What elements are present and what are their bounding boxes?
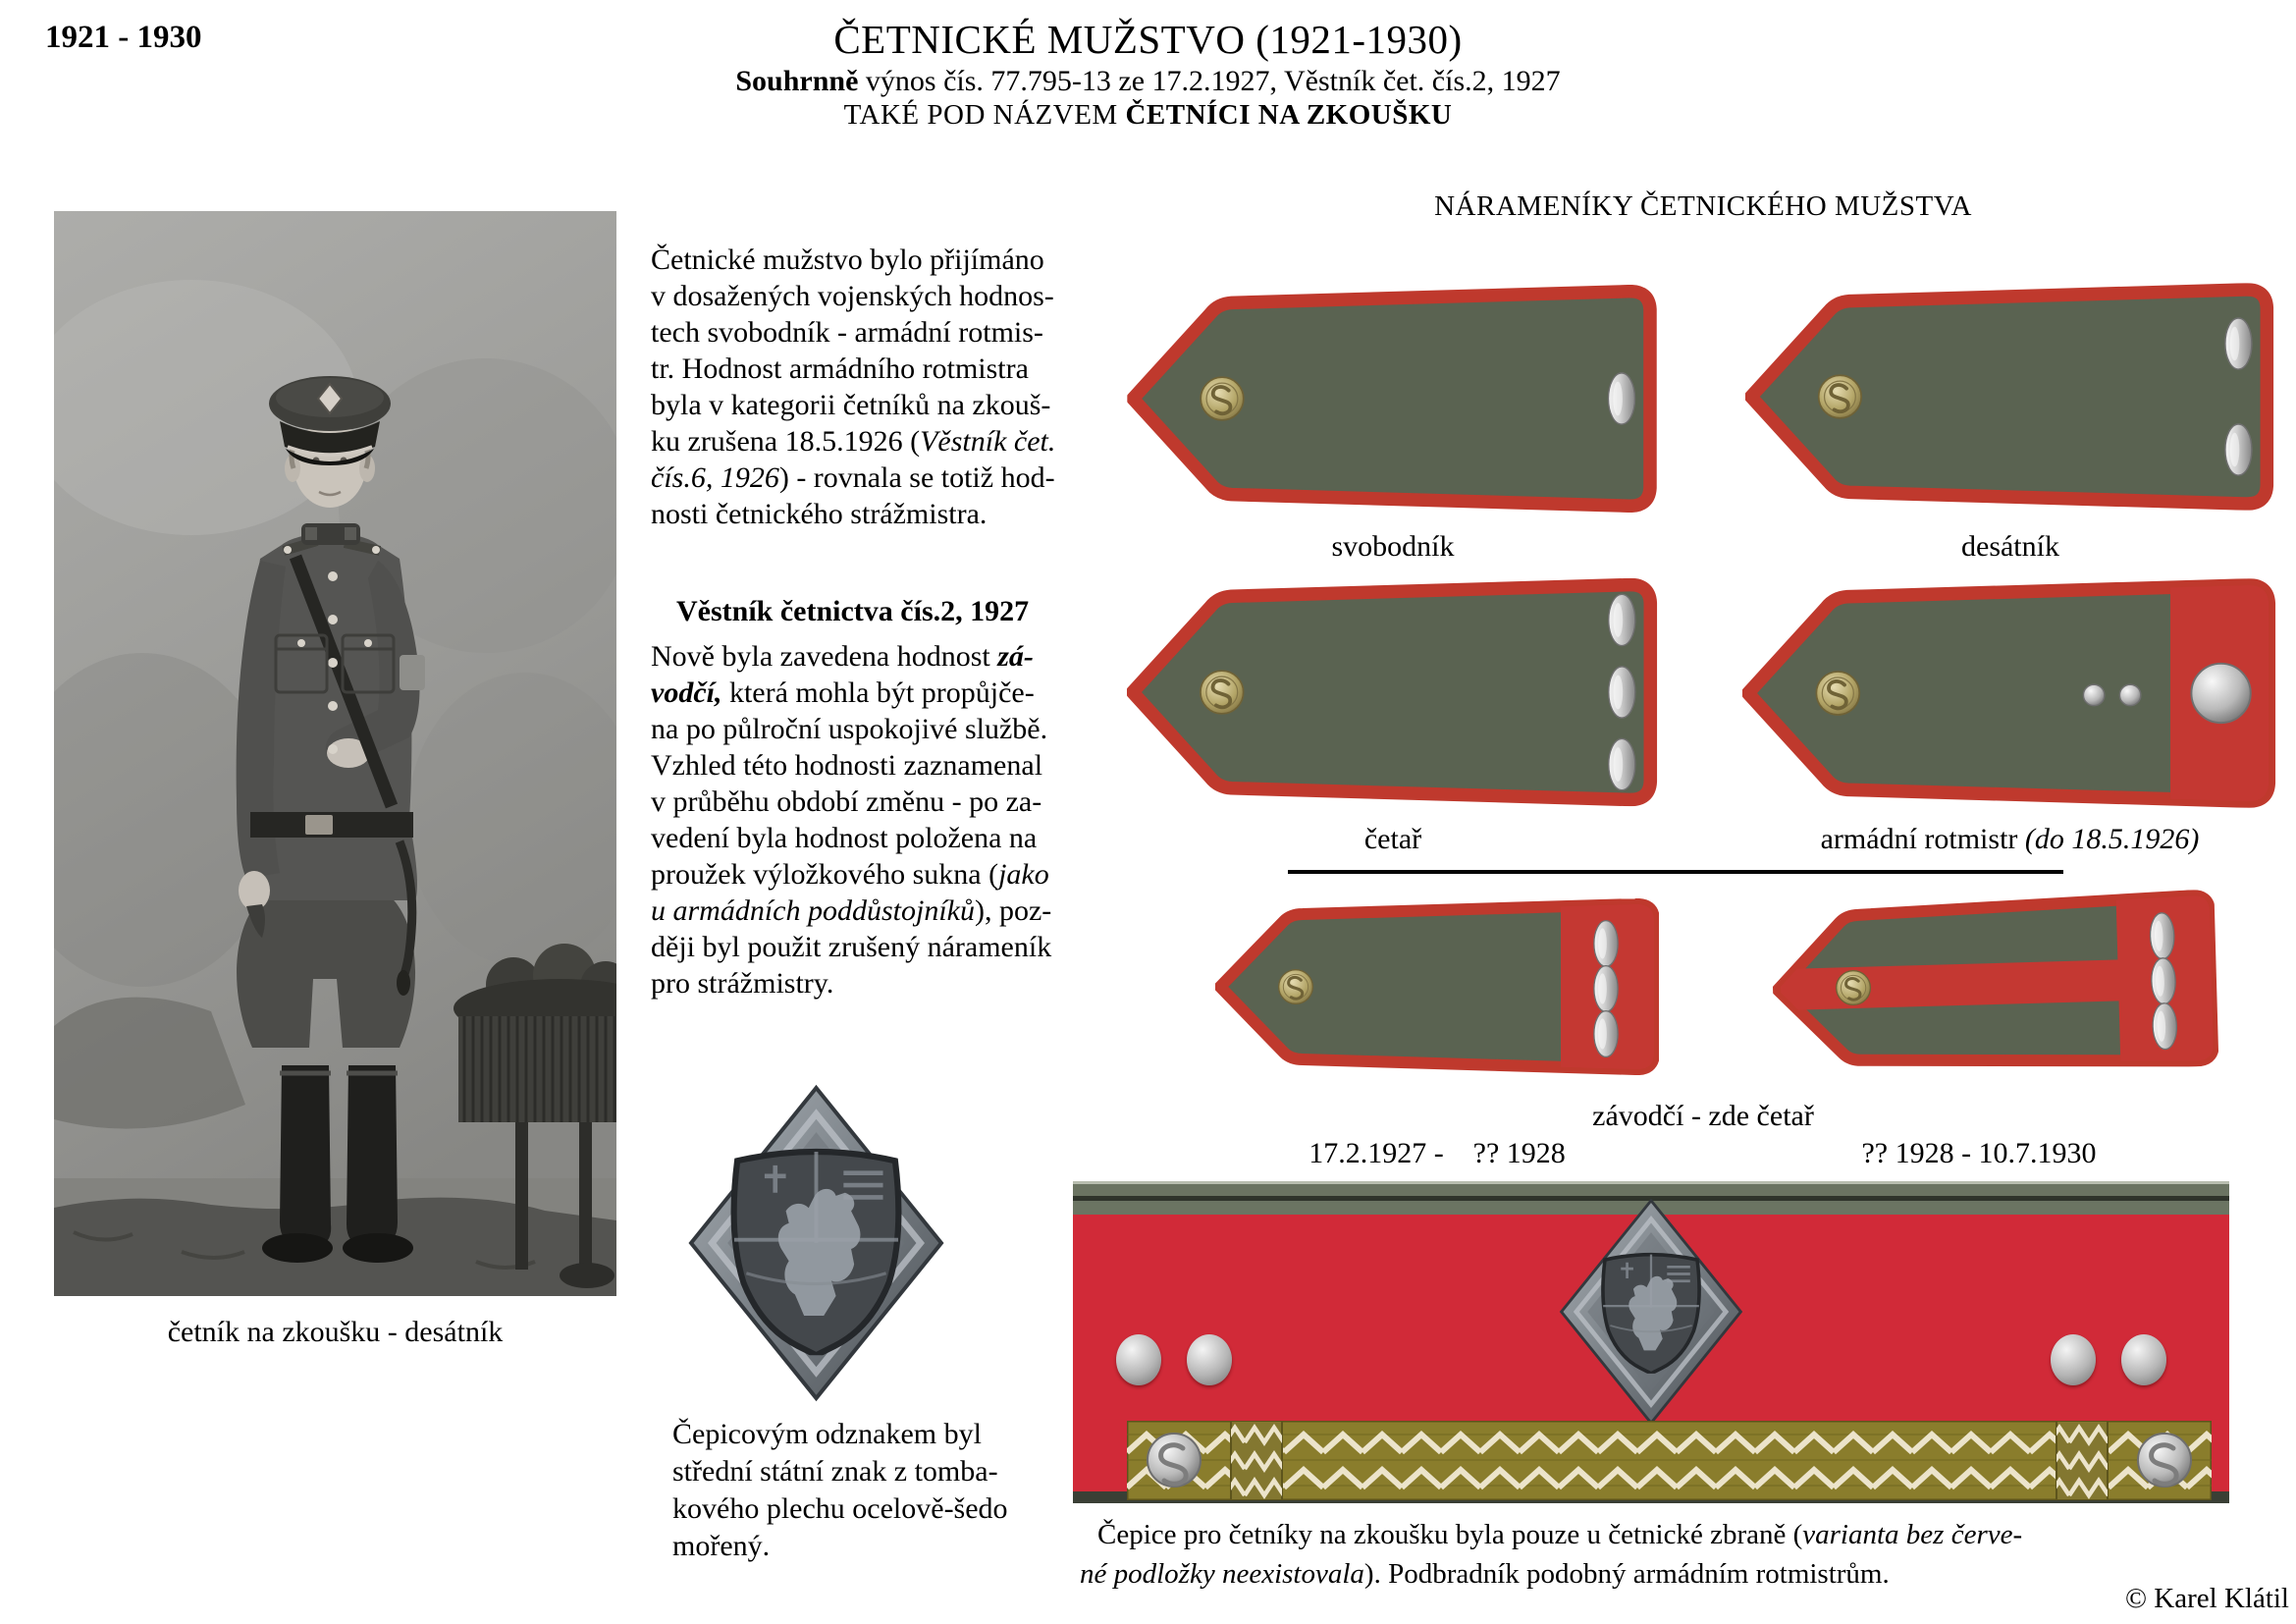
epaulette-svobodnik <box>1127 285 1659 513</box>
cap-band-image <box>1073 1181 2229 1503</box>
label-armadni-rotmistr: armádní rotmistr (do 18.5.1926) <box>1820 823 2200 855</box>
epaulette-armadni-rotmistr <box>1742 577 2277 809</box>
cap-button-right-1 <box>2051 1334 2096 1385</box>
cap-emblem-diamond <box>1548 1195 1754 1429</box>
copyright-credit: © Karel Klátil <box>2125 1583 2289 1614</box>
page-title: ČETNICKÉ MUŽSTVO (1921-1930) <box>833 17 1463 62</box>
epaulette-zavodci-1927 <box>1215 898 1659 1075</box>
cap-button-left-2 <box>1187 1334 1232 1385</box>
article-heading-2: Věstník četnictva čís.2, 1927 <box>676 595 1030 627</box>
article-paragraph-2: Nově byla zavedena hodnost zá- vodčí, která mohla být propůjče- na po půlroční uspokojivé službě. Vzhled této hodnosti zaznamenal v průběhu období změnu - po za- vedení byla hodnost položena na proužek výložkového sukna (jako u armádních poddůstojníků), poz- ději byl použit zrušený nárameník pro strážmistry. <box>651 640 1052 1000</box>
alt-name-prefix: TAKÉ POD NÁZVEM <box>843 99 1126 131</box>
portrait-photo <box>54 211 616 1296</box>
epaulette-section-title: NÁRAMENÍKY ČETNICKÉHO MUŽSTVA <box>1434 190 1972 222</box>
subtitle-bold: Souhrnně <box>735 65 859 97</box>
label-svobodnik: svobodník <box>1331 530 1455 563</box>
chin-strap <box>1127 1421 2212 1500</box>
section-divider <box>1288 870 2063 874</box>
strap-keeper-left <box>1231 1421 1282 1500</box>
portrait-photo-illustration <box>54 211 616 1296</box>
cap-button-right-2 <box>2121 1334 2166 1385</box>
label-zavodci: závodčí - zde četař <box>1592 1100 1814 1132</box>
strap-button-left <box>1148 1434 1201 1487</box>
dates-zavodci-right: ?? 1928 - 10.7.1930 <box>1861 1137 2097 1169</box>
badge-caption: Čepicovým odznakem byl střední státní znak z tomba- kového plechu ocelově-šedo mořený. <box>672 1418 1008 1562</box>
era-label: 1921 - 1930 <box>45 20 202 55</box>
state-emblem-badge <box>666 1080 967 1406</box>
epaulette-cetar <box>1127 577 1659 807</box>
strap-keeper-right <box>2056 1421 2108 1500</box>
photo-caption: četník na zkoušku - desátník <box>167 1316 504 1348</box>
page-subtitle <box>0 65 2296 98</box>
dates-zavodci-left: 17.2.1927 - ?? 1928 <box>1308 1137 1566 1169</box>
label-desatnik: desátník <box>1961 530 2059 563</box>
epaulette-desatnik <box>1745 283 2275 511</box>
subtitle-rest: výnos čís. 77.795-13 ze 17.2.1927, Věstník čet. čís.2, 1927 <box>858 65 1561 97</box>
alt-name-bold: ČETNÍCI NA ZKOUŠKU <box>1125 99 1453 131</box>
epaulette-zavodci-1928 <box>1771 890 2219 1079</box>
cap-caption: Čepice pro četníky na zkoušku byla pouze u četnické zbraně (varianta bez červe- né podložky neexistovala). Podbradník podobný armádním rotmistrům. <box>1080 1519 2023 1590</box>
strap-button-right <box>2138 1434 2191 1487</box>
alt-name-line <box>0 99 2296 132</box>
label-cetar: četař <box>1363 823 1422 855</box>
cap-button-left-1 <box>1116 1334 1161 1385</box>
article-paragraph-1: Četnické mužstvo bylo přijímáno v dosažených vojenských hodnos- tech svobodník - armádní rotmis- tr. Hodnost armádního rotmistra byla v kategorii četníků na zkouš- ku zrušena 18.5.1926 (Věstník čet. čís.6, 1926) - rovnala se totiž hod- nosti četnického strážmistra. <box>651 244 1056 530</box>
cap-badge-image <box>666 1080 967 1406</box>
